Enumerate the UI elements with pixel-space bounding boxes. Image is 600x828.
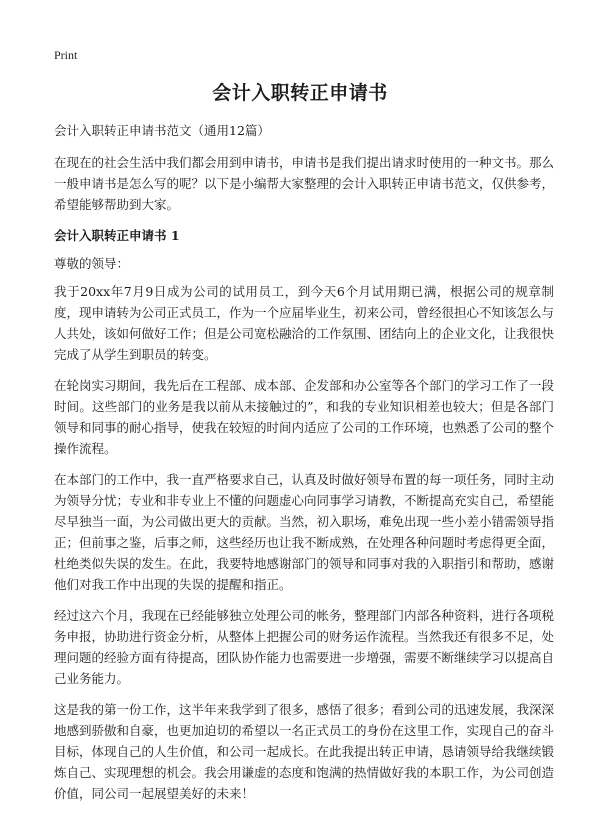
body-paragraph: 这是我的第一份工作，这半年来我学到了很多，感悟了很多；看到公司的迅速发展，我深深地感到骄傲和自豪，也更加迫切的希望以一名正式员工的身份在这里工作，实现自己的奋斗目标，体现自己的人生价值，和公司一起成长。在此我提出转正申请，恳请领导给我继续锻炼自己、实现理想的机会。我会用谦虚的态度和饱满的热情做好我的本职工作，为公司创造价值，同公司一起展望美好的未来！ [54,702,555,801]
salutation: 尊敬的领导： [54,256,130,271]
document-body [54,120,554,814]
body-paragraph: 我于20xx年7月9日成为公司的试用员工，到今天6个月试用期已满，根据公司的规章制度，现申请转为公司正式员工，作为一个应届毕业生，初来公司，曾经很担心不知该怎么与人共处，该如何做好工作；但是公司宽松融洽的工作氛围、团结向上的企业文化，让我很快完成了从学生到职员的转变。 [54,284,555,362]
document-subtitle: 会计入职转正申请书范文（通用12篇） [54,123,270,138]
print-link[interactable]: Print [54,48,78,62]
section-heading: 会计入职转正申请书 1 [54,228,180,243]
body-paragraph: 在轮岗实习期间，我先后在工程部、成本部、企发部和办公室等各个部门的学习工作了一段时间。这些部门的业务是我以前从未接触过的”，和我的专业知识相差也较大；但是各部门领导和同事的耐心指导，使我在较短的时间内适应了公司的工作环境，也熟悉了公司的整个操作流程。 [54,378,555,456]
body-paragraph: 在本部门的工作中，我一直严格要求自己，认真及时做好领导布置的每一项任务，同时主动为领导分忧；专业和非专业上不懂的问题虚心向同事学习请教，不断提高充实自己，希望能尽早独当一面，为公司做出更大的贡献。当然，初入职场，难免出现一些小差小错需领导指正；但前事之鉴，后事之师，这些经历也让我不断成熟，在处理各种问题时考虑得更全面，杜绝类似失误的发生。在此，我要特地感谢部门的领导和同事对我的入职指引和帮助，感谢他们对我工作中出现的失误的提醒和指正。 [54,472,555,592]
intro-paragraph: 在现在的社会生活中我们都会用到申请书，申请书是我们提出请求时使用的一种文书。那么一般申请书是怎么写的呢？以下是小编帮大家整理的会计入职转正申请书范文，仅供参考，希望能够帮助到大家。 [54,155,555,212]
document-title: 会计入职转正申请书 [212,82,388,104]
body-paragraph: 经过这六个月，我现在已经能够独立处理公司的帐务，整理部门内部各种资料，进行各项税务申报，协助进行资金分析，从整体上把握公司的财务运作流程。当然我还有很多不足，处理问题的经验方面有待提高，团队协作能力也需要进一步增强，需要不断继续学习以提高自己业务能力。 [54,608,555,686]
